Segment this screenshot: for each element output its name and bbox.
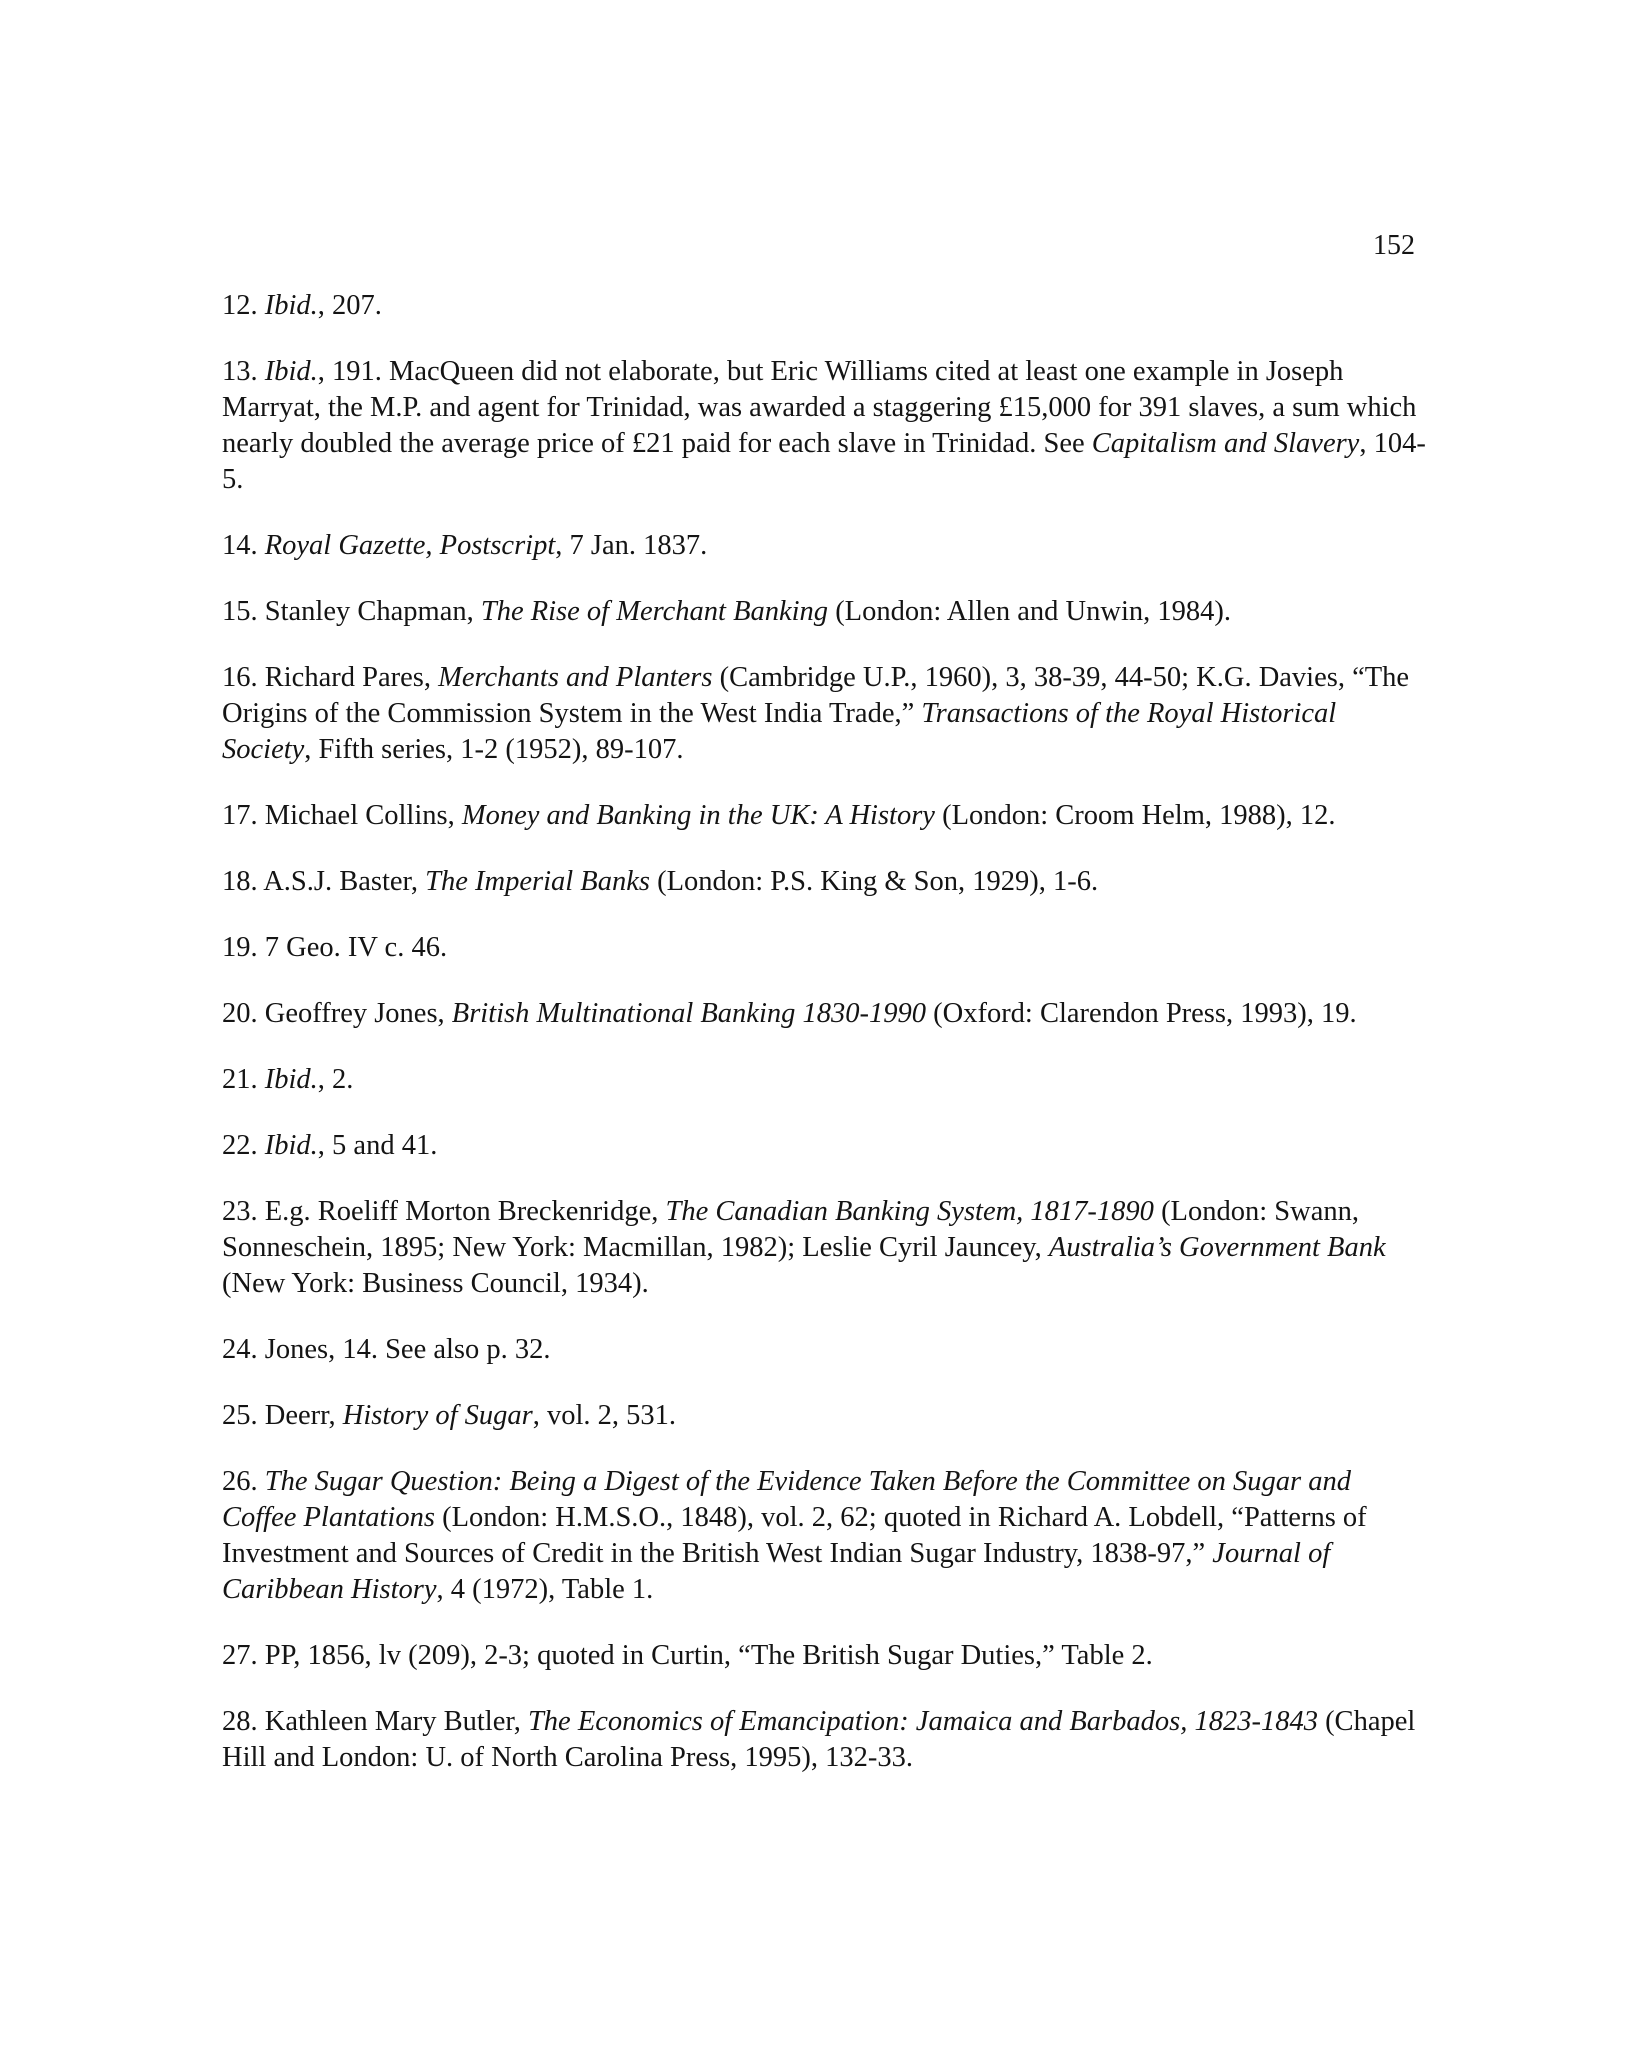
endnote-italic-text: Ibid. [264, 356, 318, 387]
endnote [222, 1704, 1432, 1776]
endnote-number: 15. [222, 596, 258, 627]
endnote-text: , vol. 2, 531. [532, 1400, 677, 1431]
endnote [222, 354, 1432, 498]
endnote-text: , 104-5. [222, 428, 1426, 495]
endnote [222, 996, 1432, 1032]
endnote-text: Michael Collins, [264, 800, 462, 831]
endnote-text: (Oxford: Clarendon Press, 1993), 19. [926, 998, 1357, 1029]
endnote-italic-text: Ibid. [264, 1130, 318, 1161]
endnote [222, 1332, 1432, 1368]
endnote-number: 27. [222, 1640, 258, 1671]
endnote [222, 660, 1432, 768]
endnote [222, 288, 1432, 324]
endnote-text: (New York: Business Council, 1934). [222, 1268, 649, 1299]
endnote-number: 17. [222, 800, 258, 831]
endnote-text: Kathleen Mary Butler, [264, 1706, 528, 1737]
endnote [222, 528, 1432, 564]
endnote-text: , Fifth series, 1-2 (1952), 89-107. [304, 734, 684, 765]
endnote-text: E.g. Roeliff Morton Breckenridge, [264, 1196, 666, 1227]
endnote-text: PP, 1856, lv (209), 2-3; quoted in Curtin, “The British Sugar Duties,” Table 2. [264, 1640, 1153, 1671]
endnote [222, 1128, 1432, 1164]
endnote-text: (London: Croom Helm, 1988), 12. [934, 800, 1336, 831]
endnotes-list [222, 288, 1432, 1806]
endnote [222, 1062, 1432, 1098]
endnote-italic-text: Capitalism and Slavery [1091, 428, 1360, 459]
page-number: 152 [1373, 230, 1415, 261]
endnote-number: 14. [222, 530, 258, 561]
endnote-text: Geoffrey Jones, [264, 998, 452, 1029]
endnote [222, 1398, 1432, 1434]
endnote [222, 864, 1432, 900]
endnote [222, 1194, 1432, 1302]
endnote-text: (Cambridge U.P., 1960), 3, 38-39, 44-50; K.G. Davies, “The Origins of the Commission System in the West India Trade,” [222, 662, 1410, 729]
endnote-text: 7 Geo. IV c. 46. [264, 932, 448, 963]
endnote-italic-text: Ibid. [264, 1064, 318, 1095]
endnote-number: 13. [222, 356, 258, 387]
endnote-text: Deerr, [264, 1400, 343, 1431]
endnote-italic-text: The Rise of Merchant Banking [480, 596, 829, 627]
endnote-text: , 207. [317, 290, 382, 321]
endnote-italic-text: Journal of Caribbean History [222, 1538, 1331, 1605]
endnote-number: 21. [222, 1064, 258, 1095]
endnote-text: Richard Pares, [264, 662, 439, 693]
endnote-number: 22. [222, 1130, 258, 1161]
endnote-number: 28. [222, 1706, 258, 1737]
endnote-text: A.S.J. Baster, [263, 866, 426, 897]
endnote-number: 18. [222, 866, 258, 897]
endnote-text: , 5 and 41. [317, 1130, 438, 1161]
endnote-text: , 4 (1972), Table 1. [436, 1574, 654, 1605]
endnote-number: 16. [222, 662, 258, 693]
endnote-italic-text: Transactions of the Royal Historical Society [222, 698, 1337, 765]
endnote [222, 798, 1432, 834]
endnote-text: Stanley Chapman, [264, 596, 481, 627]
endnote-number: 23. [222, 1196, 258, 1227]
endnote-italic-text: History of Sugar [342, 1400, 533, 1431]
endnote-text: , 2. [317, 1064, 354, 1095]
endnote-italic-text: Merchants and Planters [438, 662, 713, 693]
endnote-number: 25. [222, 1400, 258, 1431]
endnote-text: (London: Allen and Unwin, 1984). [828, 596, 1231, 627]
endnote-number: 20. [222, 998, 258, 1029]
endnote-italic-text: The Economics of Emancipation: Jamaica and Barbados, 1823-1843 [527, 1706, 1318, 1737]
endnote-italic-text: British Multinational Banking 1830-1990 [451, 998, 926, 1029]
endnote-text: , 7 Jan. 1837. [555, 530, 708, 561]
endnote [222, 930, 1432, 966]
endnote-text: Jones, 14. See also p. 32. [264, 1334, 551, 1365]
endnote-text: , 191. MacQueen did not elaborate, but Eric Williams cited at least one example in Joseph Marryat, the M.P. and agent for Trinidad, was awarded a staggering £15,000 for 391 slaves, a sum which nearly doubled the average price of £21 paid for each slave in Trinidad. See [222, 356, 1417, 459]
endnote [222, 594, 1432, 630]
endnote [222, 1464, 1432, 1608]
endnote [222, 1638, 1432, 1674]
endnote-italic-text: Australia’s Government Bank [1048, 1232, 1386, 1263]
endnote-number: 12. [222, 290, 258, 321]
endnote-italic-text: Royal Gazette, Postscript [264, 530, 556, 561]
endnote-number: 19. [222, 932, 258, 963]
endnote-number: 26. [222, 1466, 258, 1497]
endnote-text: (Chapel Hill and London: U. of North Carolina Press, 1995), 132-33. [222, 1706, 1416, 1773]
endnote-text: (London: H.M.S.O., 1848), vol. 2, 62; quoted in Richard A. Lobdell, “Patterns of Investment and Sources of Credit in the British West Indian Sugar Industry, 1838-97,” [222, 1502, 1367, 1569]
endnote-italic-text: The Canadian Banking System, 1817-1890 [665, 1196, 1154, 1227]
endnote-number: 24. [222, 1334, 258, 1365]
endnote-text: (London: Swann, Sonneschein, 1895; New York: Macmillan, 1982); Leslie Cyril Jauncey, [222, 1196, 1359, 1263]
endnote-italic-text: Money and Banking in the UK: A History [461, 800, 935, 831]
endnote-italic-text: The Imperial Banks [425, 866, 650, 897]
endnote-italic-text: The Sugar Question: Being a Digest of the Evidence Taken Before the Committee on Sugar and Coffee Plantations [222, 1466, 1351, 1533]
endnote-italic-text: Ibid. [264, 290, 318, 321]
endnote-text: (London: P.S. King & Son, 1929), 1-6. [649, 866, 1099, 897]
